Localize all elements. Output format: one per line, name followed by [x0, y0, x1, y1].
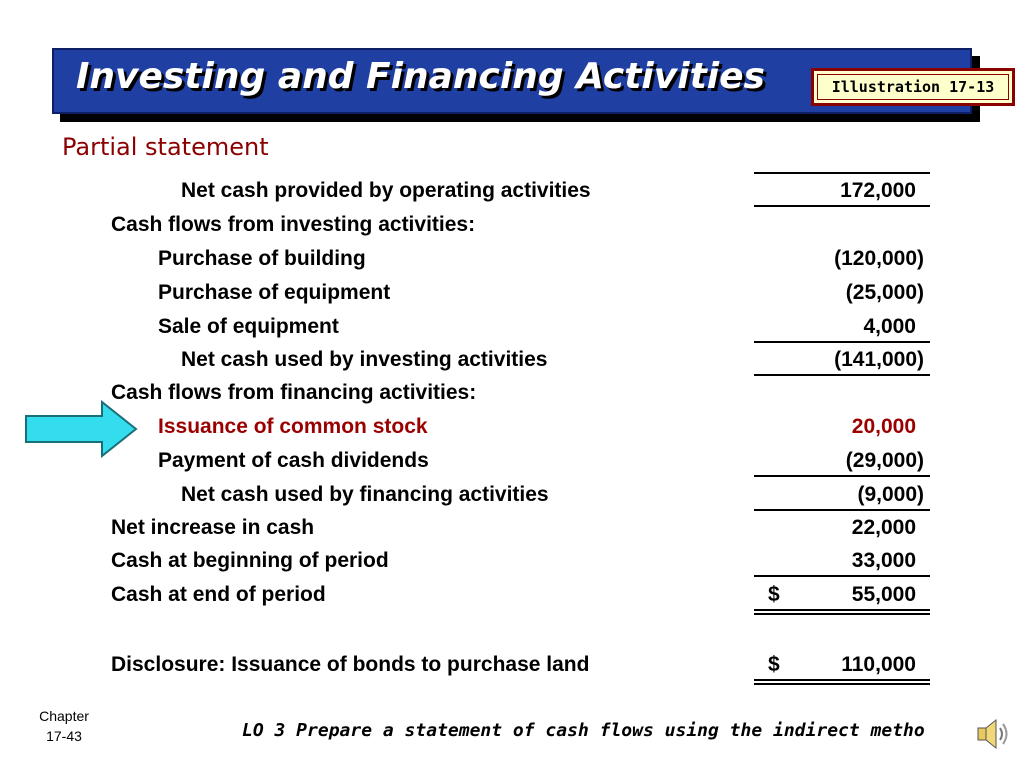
row-label: Net cash used by financing activities — [181, 483, 549, 506]
double-rule-line — [754, 679, 930, 681]
statement-row — [0, 310, 1024, 344]
row-label: Issuance of common stock — [158, 415, 428, 438]
row-label: Cash flows from investing activities: — [111, 213, 476, 236]
double-rule-line — [754, 609, 930, 611]
statement-row — [0, 376, 1024, 410]
row-value: 4,000 — [863, 315, 916, 338]
statement-row — [0, 444, 1024, 478]
statement-row — [0, 511, 1024, 545]
statement-row-highlighted — [0, 410, 1024, 444]
row-value: 33,000 — [851, 549, 916, 572]
currency-symbol: $ — [768, 653, 780, 676]
rule-line — [754, 205, 930, 207]
illustration-badge — [811, 68, 1015, 106]
row-value: (120,000) — [834, 247, 924, 270]
rule-line — [754, 575, 930, 577]
row-value: 172,000 — [840, 179, 916, 202]
statement-row — [0, 478, 1024, 512]
row-value: 22,000 — [851, 516, 916, 539]
statement-row — [0, 242, 1024, 276]
statement-row — [0, 276, 1024, 310]
row-label: Purchase of equipment — [158, 281, 391, 304]
row-value: (25,000) — [845, 281, 924, 304]
statement-row — [0, 174, 1024, 208]
illustration-label: Illustration 17-13 — [817, 74, 1009, 100]
row-label: Net cash used by investing activities — [181, 348, 548, 371]
row-value: (9,000) — [857, 483, 924, 506]
statement-row-disclosure — [0, 648, 1024, 682]
right-arrow-icon — [24, 400, 140, 458]
row-value: (141,000) — [834, 348, 924, 371]
rule-line — [754, 475, 930, 477]
double-rule-line — [754, 613, 930, 615]
statement-row — [0, 578, 1024, 612]
row-value: 20,000 — [851, 415, 916, 438]
chapter-label — [26, 706, 102, 746]
row-label: Sale of equipment — [158, 315, 339, 338]
statement-row — [0, 343, 1024, 377]
learning-objective: LO 3 Prepare a statement of cash flows using the indirect metho — [242, 720, 925, 741]
double-rule-line — [754, 683, 930, 685]
slide-title: Investing and Financing Activities — [76, 56, 765, 97]
row-label: Purchase of building — [158, 247, 366, 270]
subtitle: Partial statement — [62, 133, 269, 161]
row-label: Cash at end of period — [111, 583, 326, 606]
row-label: Net increase in cash — [111, 516, 315, 539]
chapter-page: 17-43 — [46, 728, 82, 744]
row-label: Cash at beginning of period — [111, 549, 389, 572]
speaker-icon[interactable] — [974, 716, 1014, 752]
row-value: 110,000 — [841, 653, 916, 676]
row-label: Disclosure: Issuance of bonds to purchase land — [111, 653, 590, 676]
statement-row — [0, 544, 1024, 578]
row-value: (29,000) — [845, 449, 924, 472]
row-label: Payment of cash dividends — [158, 449, 429, 472]
row-label: Net cash provided by operating activities — [181, 179, 591, 202]
row-value: 55,000 — [851, 583, 916, 606]
chapter-text: Chapter — [39, 708, 89, 724]
statement-row — [0, 208, 1024, 242]
row-label: Cash flows from financing activities: — [111, 381, 477, 404]
currency-symbol: $ — [768, 583, 780, 606]
